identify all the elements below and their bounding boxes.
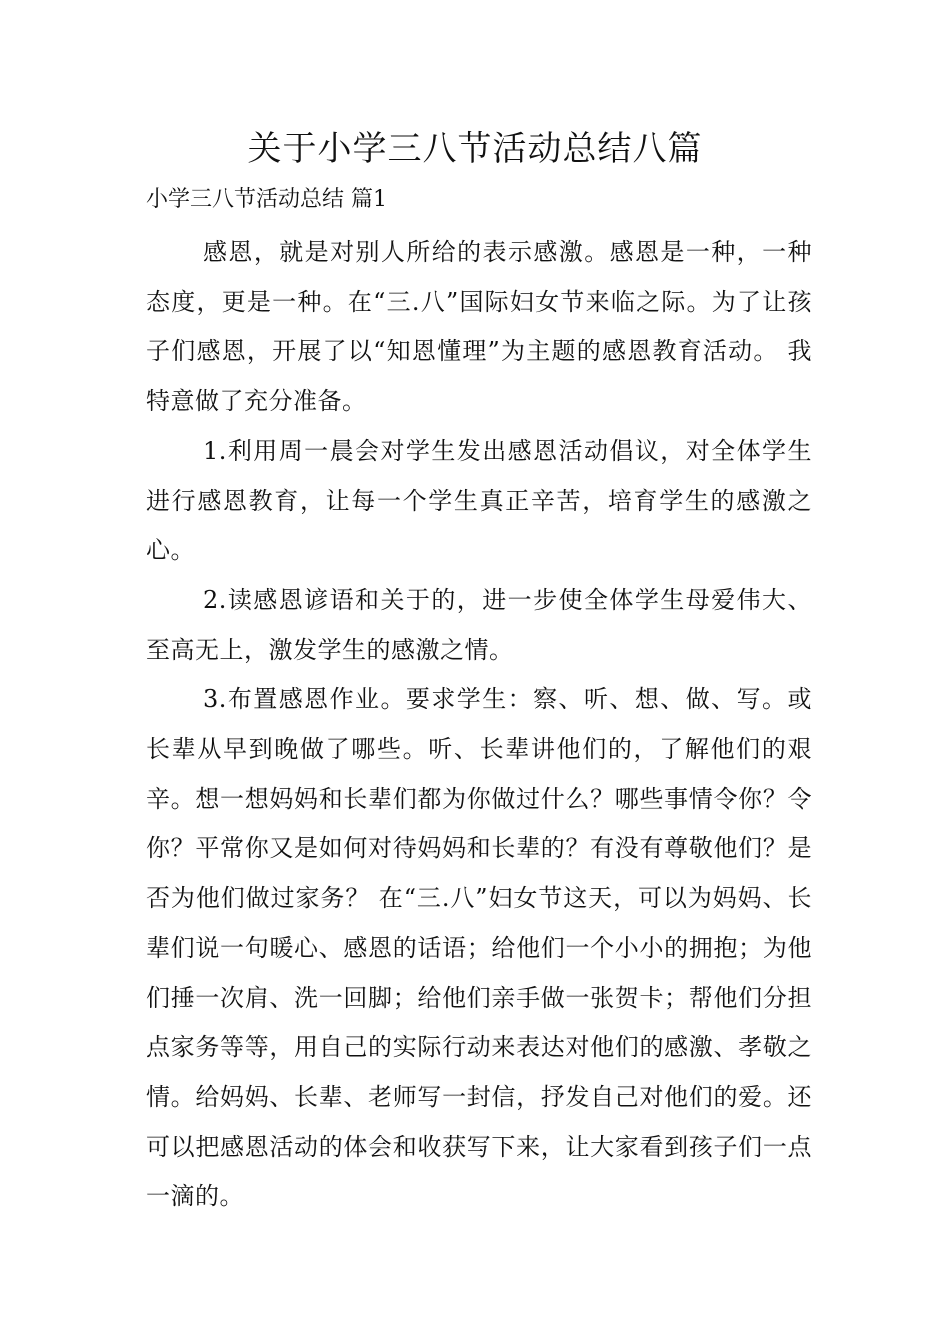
paragraph-item-1: 1.利用周一晨会对学生发出感恩活动倡议，对全体学生进行感恩教育，让每一个学生真正辛苦，培育学生的感激之心。 (146, 436, 812, 565)
section-heading: 小学三八节活动总结 篇1 (146, 187, 387, 212)
paragraph-item-3: 3.布置感恩作业。要求学生：察、听、想、做、写。或长辈从早到晚做了哪些。听、长辈讲他们的，了解他们的艰辛。想一想妈妈和长辈们都为你做过什么？哪些事情令你？令你？平常你又是如何对待妈妈和长辈的？有没有尊敬他们？是否为他们做过家务？ 在“三.八”妇女节这天，可以为妈妈、长辈们说一句暖心、感恩的话语；给他们一个小小的拥抱；为他们捶一次肩、洗一回脚；给他们亲手做一张贺卡；帮他们分担点家务等等，用自己的实际行动来表达对他们的感激、孝敬之情。给妈妈、长辈、老师写一封信，抒发自己对他们的爱。还可以把感恩活动的体会和收获写下来，让大家看到孩子们一点一滴的。 (146, 685, 812, 1211)
paragraph-intro: 感恩，就是对别人所给的表示感激。感恩是一种，一种态度，更是一种。在“三.八”国际妇女节来临之际。为了让孩子们感恩，开展了以“知恩懂理”为主题的感恩教育活动。 我特意做了充分准备。 (146, 238, 812, 416)
document-title: 关于小学三八节活动总结八篇 (247, 129, 703, 169)
document-body (146, 228, 812, 1222)
paragraph-item-2: 2.读感恩谚语和关于的，进一步使全体学生母爱伟大、至高无上，激发学生的感激之情。 (146, 585, 812, 664)
